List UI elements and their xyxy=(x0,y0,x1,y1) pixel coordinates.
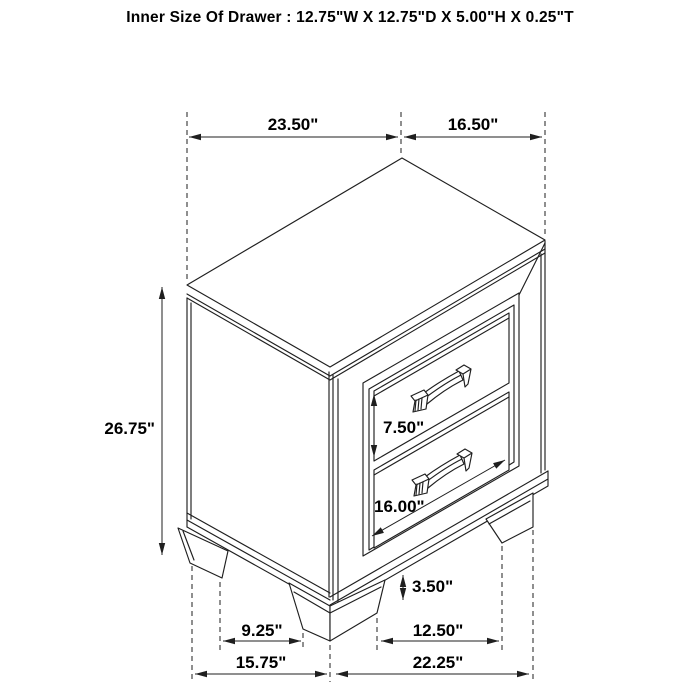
right-foot xyxy=(486,493,533,543)
left-side-panel-edge xyxy=(187,298,191,527)
dim-label-top-width: 23.50" xyxy=(267,115,319,134)
dim-label-front-base-width: 22.25" xyxy=(412,653,464,672)
dim-label-side-base-width: 15.75" xyxy=(235,653,287,672)
dim-label-drawer-width: 16.00" xyxy=(374,497,425,516)
dim-label-right-leg-spacing: 12.50" xyxy=(412,621,464,640)
feet xyxy=(178,493,533,641)
dim-label-left-leg-spacing: 9.25" xyxy=(241,621,283,640)
dim-label-overall-height: 26.75" xyxy=(104,419,155,438)
front-right-edge xyxy=(541,241,545,473)
dim-label-leg-height: 3.50" xyxy=(412,577,454,596)
dim-label-top-depth: 16.50" xyxy=(447,115,499,134)
nightstand-drawing xyxy=(178,158,548,641)
front-foot-left-face xyxy=(289,583,330,641)
drawing-title: Inner Size Of Drawer : 12.75"W X 12.75"D X 5.00"H X 0.25"T xyxy=(126,9,574,26)
front-corner-post xyxy=(329,372,338,602)
dim-label-drawer-height: 7.50" xyxy=(383,418,425,437)
